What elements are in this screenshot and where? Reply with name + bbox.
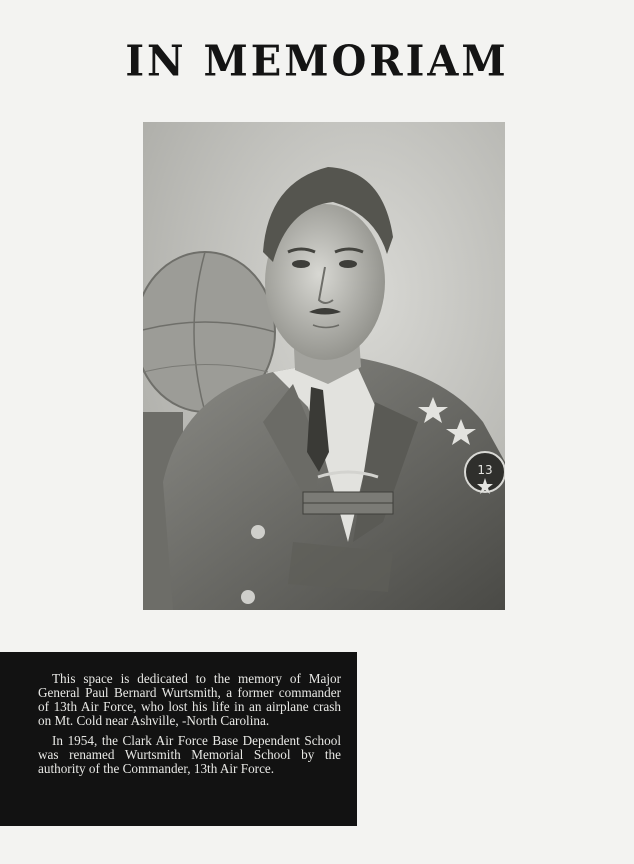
rename-paragraph: In 1954, the Clark Air Force Base Dependent School was renamed Wurtsmith Memorial School by the authority of the Commander, 13th Air Force. [38, 733, 341, 776]
page-title: IN MEMORIAM [125, 36, 509, 87]
dedication-paragraph: This space is dedicated to the memory of Major General Paul Bernard Wurtsmith, a former commander of 13th Air Force, who lost his life in an airplane crash on Mt. Cold near Ashville, -North Carolina. [38, 671, 341, 728]
svg-text:13: 13 [477, 463, 493, 477]
portrait-image [143, 122, 505, 610]
dedication-caption [0, 652, 357, 826]
